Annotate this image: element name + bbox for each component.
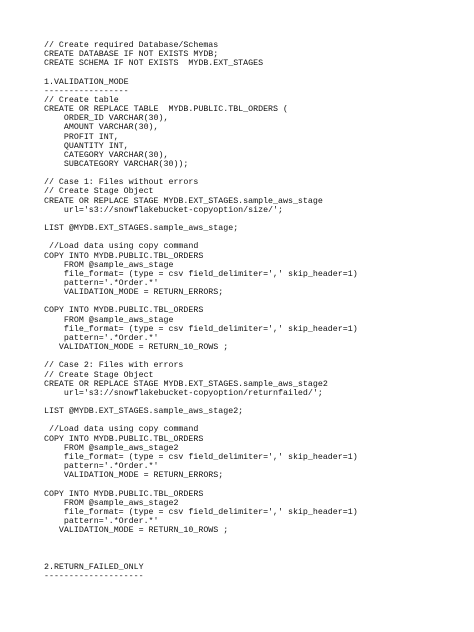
code-line: url='s3://snowflakebucket-copyoption/size/'; <box>44 205 283 215</box>
blank-line <box>44 544 358 553</box>
code-line: CREATE OR REPLACE STAGE MYDB.EXT_STAGES.sample_aws_stage <box>44 196 323 206</box>
blank-line <box>44 169 358 178</box>
code-line: FROM @sample_aws_stage <box>44 315 174 325</box>
code-line: //Load data using copy command <box>44 242 199 252</box>
code-line: url='s3://snowflakebucket-copyoption/returnfailed/'; <box>44 388 323 398</box>
code-line: COPY INTO MYDB.PUBLIC.TBL_ORDERS <box>44 489 204 499</box>
code-line: CATEGORY VARCHAR(30), <box>44 150 169 160</box>
code-line: PROFIT INT, <box>44 132 119 142</box>
code-line: // Create table <box>44 95 119 105</box>
code-line: ORDER_ID VARCHAR(30), <box>44 114 169 124</box>
blank-line <box>44 535 358 544</box>
code-line: pattern='.*Order.*' <box>44 279 159 288</box>
code-line: file_format= (type = csv field_delimiter=',' skip_header=1) <box>44 269 358 279</box>
section-underline: -------------------- <box>44 571 144 581</box>
code-line: //Load data using copy command <box>44 425 199 435</box>
code-line: // Create Stage Object <box>44 187 154 197</box>
sql-code-block <box>44 41 358 581</box>
code-line: CREATE OR REPLACE STAGE MYDB.EXT_STAGES.sample_aws_stage2 <box>44 379 328 389</box>
code-line: pattern='.*Order.*' <box>44 516 159 526</box>
code-line: LIST @MYDB.EXT_STAGES.sample_aws_stage; <box>44 224 239 234</box>
code-line: LIST @MYDB.EXT_STAGES.sample_aws_stage2; <box>44 407 244 417</box>
blank-line <box>44 68 358 77</box>
code-line: QUANTITY INT, <box>44 141 129 151</box>
code-line: SUBCATEGORY VARCHAR(30)); <box>44 160 189 170</box>
code-line: pattern='.*Order.*' <box>44 333 159 343</box>
blank-line <box>44 215 358 224</box>
code-line: VALIDATION_MODE = RETURN_ERRORS; <box>44 288 224 298</box>
code-line: // Case 2: Files with errors <box>44 361 184 371</box>
blank-line <box>44 398 358 407</box>
code-line: VALIDATION_MODE = RETURN_ERRORS; <box>44 471 224 481</box>
blank-line <box>44 233 358 242</box>
code-line: COPY INTO MYDB.PUBLIC.TBL_ORDERS <box>44 434 204 444</box>
code-line: // Case 1: Files without errors <box>44 178 199 188</box>
section-underline: ----------------- <box>44 86 129 96</box>
code-line: COPY INTO MYDB.PUBLIC.TBL_ORDERS <box>44 251 204 261</box>
code-line: AMOUNT VARCHAR(30), <box>44 123 159 133</box>
code-line: pattern='.*Order.*' <box>44 462 159 472</box>
code-line: CREATE SCHEMA IF NOT EXISTS MYDB.EXT_STAGES <box>44 59 264 69</box>
code-line: FROM @sample_aws_stage2 <box>44 498 179 508</box>
code-line: FROM @sample_aws_stage2 <box>44 443 179 453</box>
code-line: // Create Stage Object <box>44 370 154 380</box>
code-line: VALIDATION_MODE = RETURN_10_ROWS ; <box>44 343 229 353</box>
section-heading: 1.VALIDATION_MODE <box>44 77 129 87</box>
code-line: file_format= (type = csv field_delimiter=',' skip_header=1) <box>44 507 358 517</box>
section-heading: 2.RETURN_FAILED_ONLY <box>44 562 144 572</box>
blank-line <box>44 297 358 306</box>
blank-line <box>44 480 358 489</box>
code-line: CREATE DATABASE IF NOT EXISTS MYDB; <box>44 50 219 60</box>
code-line: VALIDATION_MODE = RETURN_10_ROWS ; <box>44 526 229 536</box>
code-line: file_format= (type = csv field_delimiter=',' skip_header=1) <box>44 452 358 462</box>
code-line: COPY INTO MYDB.PUBLIC.TBL_ORDERS <box>44 306 204 316</box>
blank-line <box>44 554 358 563</box>
code-line: file_format= (type = csv field_delimiter=',' skip_header=1) <box>44 324 358 334</box>
code-line: CREATE OR REPLACE TABLE MYDB.PUBLIC.TBL_ORDERS ( <box>44 105 288 115</box>
code-line: FROM @sample_aws_stage <box>44 260 174 270</box>
blank-line <box>44 352 358 361</box>
code-line: // Create required Database/Schemas <box>44 41 219 50</box>
